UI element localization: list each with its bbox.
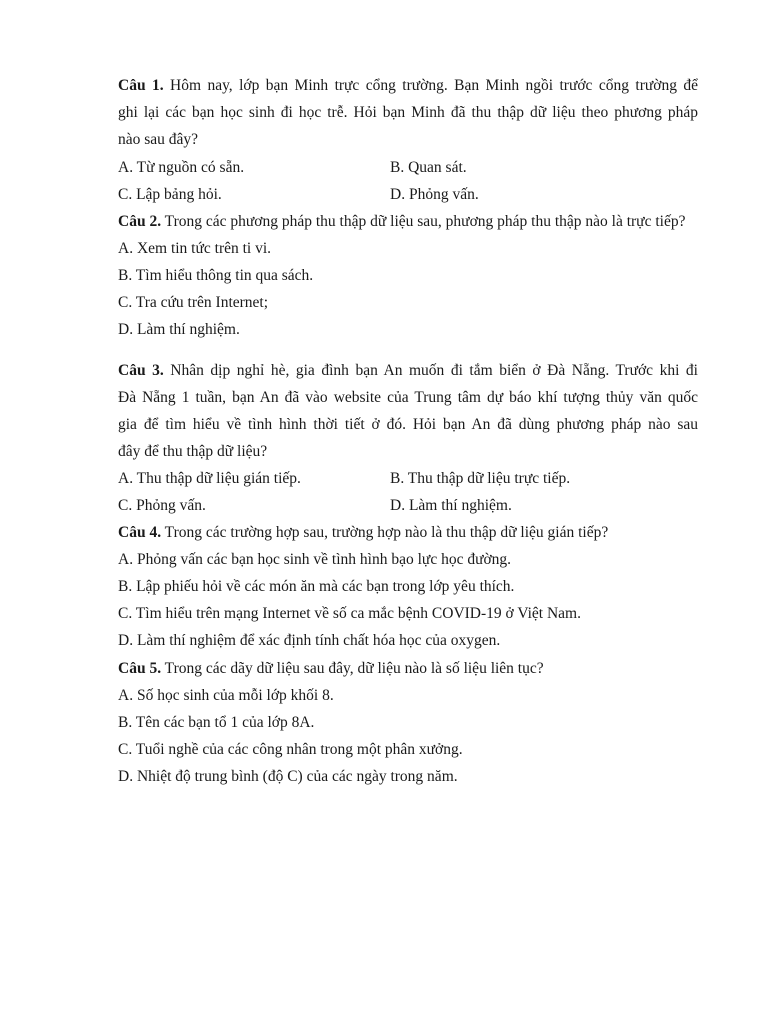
question-4-line-1: Câu 4. Trong các trường hợp sau, trường hợp nào là thu thập dữ liệu gián tiếp? <box>118 524 609 541</box>
question-2-option-c: C. Tra cứu trên Internet; <box>118 294 269 311</box>
question-4-option-d: D. Làm thí nghiệm để xác định tính chất hóa học của oxygen. <box>118 632 501 649</box>
question-1-label: Câu 1. <box>118 77 164 94</box>
question-5-option-c: C. Tuổi nghề của các công nhân trong một phân xưởng. <box>118 741 463 758</box>
question-2-label: Câu 2. <box>118 213 162 230</box>
question-2-option-b: B. Tìm hiểu thông tin qua sách. <box>118 267 314 284</box>
question-1-line-2: ghi lại các bạn học sinh đi học trễ. Hỏi bạn Minh đã thu thập dữ liệu theo phương pháp <box>118 104 698 121</box>
question-2-line-1: Câu 2. Trong các phương pháp thu thập dữ liệu sau, phương pháp thu thập nào là trực tiếp? <box>118 213 686 230</box>
question-1-option-d: D. Phỏng vấn. <box>390 186 479 203</box>
question-3-option-a: A. Thu thập dữ liệu gián tiếp. <box>118 470 301 487</box>
question-5-label: Câu 5. <box>118 660 162 677</box>
question-3-label: Câu 3. <box>118 362 164 379</box>
question-1-option-a: A. Từ nguồn có sẵn. <box>118 159 245 176</box>
question-5-option-a: A. Số học sinh của mỗi lớp khối 8. <box>118 687 334 704</box>
question-1-line-3: nào sau đây? <box>118 131 199 148</box>
question-5-option-b: B. Tên các bạn tổ 1 của lớp 8A. <box>118 714 315 731</box>
question-4-option-b: B. Lập phiếu hỏi về các món ăn mà các bạn trong lớp yêu thích. <box>118 578 515 595</box>
question-5-option-d: D. Nhiệt độ trung bình (độ C) của các ngày trong năm. <box>118 768 458 785</box>
question-2-option-a: A. Xem tin tức trên ti vi. <box>118 240 272 257</box>
question-1-option-c: C. Lập bảng hỏi. <box>118 186 222 203</box>
question-3-option-c: C. Phỏng vấn. <box>118 497 206 514</box>
question-3-option-d: D. Làm thí nghiệm. <box>390 497 512 514</box>
question-1-option-b: B. Quan sát. <box>390 159 467 176</box>
question-3-line-2: Đà Nẵng 1 tuần, bạn An đã vào website của Trung tâm dự báo khí tượng thủy văn quốc <box>118 389 698 406</box>
question-3-option-b: B. Thu thập dữ liệu trực tiếp. <box>390 470 571 487</box>
question-3-line-3: gia để tìm hiểu về tình hình thời tiết ở đó. Hỏi bạn An đã dùng phương pháp nào sau <box>118 416 698 433</box>
question-1-line-1: Câu 1. Hôm nay, lớp bạn Minh trực cổng trường. Bạn Minh ngồi trước cổng trường để <box>118 77 698 94</box>
question-3-line-4: đây để thu thập dữ liệu? <box>118 443 268 460</box>
question-3-line-1: Câu 3. Nhân dịp nghỉ hè, gia đình bạn An muốn đi tắm biển ở Đà Nẵng. Trước khi đi <box>118 362 698 379</box>
question-4-label: Câu 4. <box>118 524 162 541</box>
question-4-option-a: A. Phỏng vấn các bạn học sinh về tình hình bạo lực học đường. <box>118 551 512 568</box>
question-4-option-c: C. Tìm hiểu trên mạng Internet về số ca mắc bệnh COVID-19 ở Việt Nam. <box>118 605 581 622</box>
question-5-line-1: Câu 5. Trong các dãy dữ liệu sau đây, dữ liệu nào là số liệu liên tục? <box>118 660 544 677</box>
question-2-option-d: D. Làm thí nghiệm. <box>118 321 240 338</box>
